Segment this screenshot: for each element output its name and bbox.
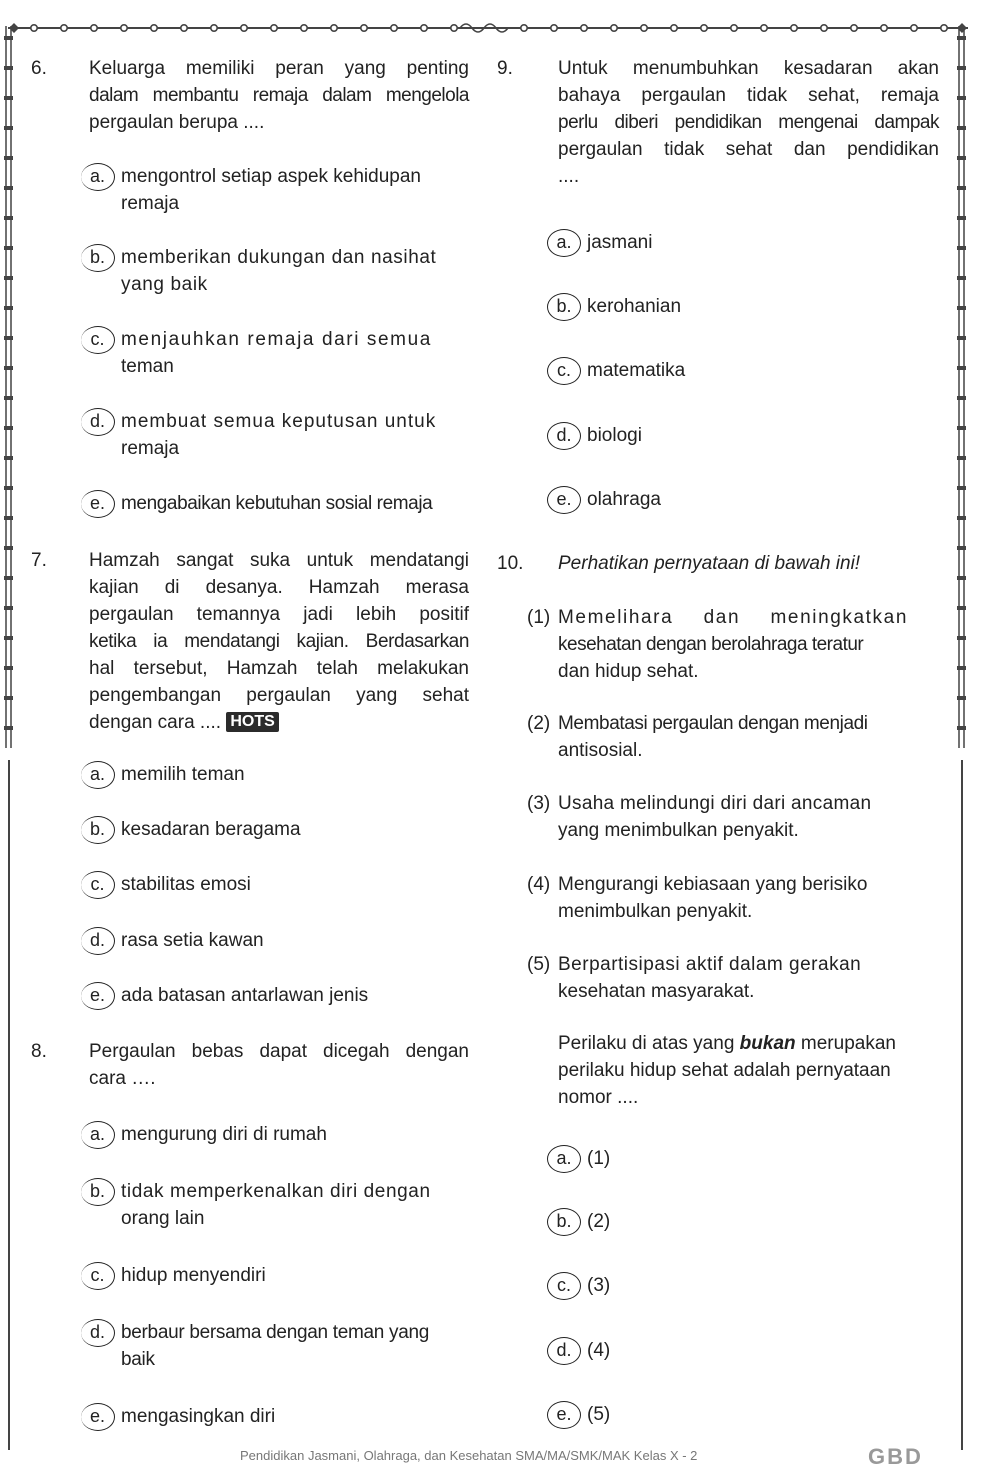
option-letter: a. xyxy=(81,1121,115,1149)
question-number: 8. xyxy=(31,1041,47,1062)
option-line: biologi xyxy=(587,425,642,446)
stem-line: cara …. xyxy=(89,1068,156,1089)
option-line: ada batasan antarlawan jenis xyxy=(121,985,369,1006)
prompt-line xyxy=(558,1030,940,1057)
option-text xyxy=(121,1178,431,1232)
option-letter: e. xyxy=(547,1401,581,1429)
question-8 xyxy=(31,1038,471,1098)
option-line: yang baik xyxy=(121,274,208,295)
option-text xyxy=(121,408,436,462)
right-border-decoration xyxy=(956,26,967,748)
option-line: (2) xyxy=(587,1211,611,1232)
statement-text xyxy=(558,710,908,764)
option-text xyxy=(587,1208,610,1235)
option-line: hidup menyendiri xyxy=(121,1265,266,1286)
option-text xyxy=(587,229,652,256)
option-text xyxy=(587,1401,610,1428)
option-line: (1) xyxy=(587,1148,611,1169)
option-line: jasmani xyxy=(587,232,653,253)
option-letter: a. xyxy=(81,761,115,789)
option-letter: d. xyxy=(81,408,115,436)
option-letter: a. xyxy=(547,1145,581,1173)
option-letter: e. xyxy=(81,982,115,1010)
question-7 xyxy=(31,547,471,747)
statement-text xyxy=(558,951,908,1005)
question-10 xyxy=(497,550,942,580)
option-text xyxy=(121,1319,429,1373)
option-text xyxy=(121,927,264,954)
question-stem xyxy=(89,1038,469,1092)
stem-line: pergaulan tidak sehat dan pendidikan xyxy=(558,139,939,160)
option-line: kesadaran beragama xyxy=(121,819,301,840)
question-9 xyxy=(497,55,942,195)
statement-line: Berpartisipasi aktif dalam gerakan xyxy=(558,954,862,975)
stem-line: pengembangan pergaulan yang sehat xyxy=(89,685,469,706)
stem-line-text: dengan cara .... xyxy=(89,712,222,733)
option-letter: d. xyxy=(547,422,581,450)
statement-line: menimbulkan penyakit. xyxy=(558,901,753,922)
option-line: matematika xyxy=(587,360,686,381)
statement-number: (2) xyxy=(527,713,551,734)
option-line: memilih teman xyxy=(121,764,245,785)
page-footer xyxy=(0,1440,999,1469)
option-line: stabilitas emosi xyxy=(121,874,251,895)
prompt-pre: Perilaku di atas yang xyxy=(558,1033,740,1054)
option-line: mengontrol setiap aspek kehidupan xyxy=(121,166,421,187)
question-stem xyxy=(89,547,469,736)
prompt-line: nomor .... xyxy=(558,1087,639,1108)
left-border-decoration xyxy=(3,26,14,748)
option-text xyxy=(587,357,685,384)
statement-line: Membatasi pergaulan dengan menjadi xyxy=(558,713,868,734)
prompt-bold: bukan xyxy=(739,1033,796,1054)
stem-line: pergaulan berupa .... xyxy=(89,112,265,133)
stem-line xyxy=(89,709,469,736)
option-text xyxy=(121,163,421,217)
option-text xyxy=(121,1121,327,1148)
stem-line: Keluarga memiliki peran yang penting xyxy=(89,58,469,79)
option-text xyxy=(587,422,642,449)
option-text xyxy=(587,293,681,320)
stem-line: perlu diberi pendidikan mengenai dampak xyxy=(558,112,939,133)
prompt-post: merupakan xyxy=(795,1033,896,1054)
statement-line: kesehatan masyarakat. xyxy=(558,981,755,1002)
option-text xyxy=(121,1403,275,1430)
option-letter: d. xyxy=(81,927,115,955)
option-text xyxy=(587,1337,610,1364)
statement-line: Mengurangi kebiasaan yang berisiko xyxy=(558,874,868,895)
stem-line: hal tersebut, Hamzah telah melakukan xyxy=(89,658,469,679)
option-text xyxy=(121,982,368,1009)
option-line: menjauhkan remaja dari semua xyxy=(121,329,432,350)
statement-line: dan hidup sehat. xyxy=(558,661,699,682)
option-letter: b. xyxy=(81,816,115,844)
option-line: olahraga xyxy=(587,489,661,510)
option-text xyxy=(121,1262,266,1289)
option-line: mengurung diri di rumah xyxy=(121,1124,327,1145)
option-text xyxy=(121,490,432,517)
question-number: 10. xyxy=(497,553,524,574)
option-letter: c. xyxy=(547,1272,581,1300)
option-line: baik xyxy=(121,1349,155,1370)
option-letter: a. xyxy=(81,163,115,191)
top-border-decoration xyxy=(8,22,968,34)
option-text xyxy=(587,1145,610,1172)
option-letter: b. xyxy=(547,293,581,321)
statement-number: (1) xyxy=(527,607,551,628)
question-stem xyxy=(89,55,469,136)
statement-line: kesehatan dengan berolahraga teratur xyxy=(558,634,864,655)
stem-line: ketika ia mendatangi kajian. Berdasarkan xyxy=(89,631,469,652)
hots-badge: HOTS xyxy=(226,712,278,732)
option-letter: a. xyxy=(547,229,581,257)
option-text xyxy=(587,486,661,513)
option-letter: b. xyxy=(81,1178,115,1206)
option-letter: e. xyxy=(547,486,581,514)
option-text xyxy=(121,244,436,298)
question-stem xyxy=(558,55,939,190)
stem-line: Untuk menumbuhkan kesadaran akan xyxy=(558,58,939,79)
option-line: remaja xyxy=(121,193,180,214)
option-line: berbaur bersama dengan teman yang xyxy=(121,1322,430,1343)
statement-line: antisosial. xyxy=(558,740,643,761)
option-line: memberikan dukungan dan nasihat xyxy=(121,247,437,268)
question-stem: Perhatikan pernyataan di bawah ini! xyxy=(558,553,861,574)
statement-number: (3) xyxy=(527,793,551,814)
option-line: tidak memperkenalkan diri dengan xyxy=(121,1181,431,1202)
option-line: kerohanian xyxy=(587,296,682,317)
option-letter: e. xyxy=(81,1403,115,1431)
option-letter: c. xyxy=(81,1262,115,1290)
stem-line: .... xyxy=(558,166,580,187)
statement-text xyxy=(558,604,908,685)
option-letter: d. xyxy=(81,1319,115,1347)
option-letter: c. xyxy=(81,871,115,899)
option-text xyxy=(121,761,245,788)
statement-line: Usaha melindungi diri dari ancaman xyxy=(558,793,872,814)
option-letter: d. xyxy=(547,1337,581,1365)
option-line: mengabaikan kebutuhan sosial remaja xyxy=(121,493,433,514)
option-line: membuat semua keputusan untuk xyxy=(121,411,437,432)
statement-text xyxy=(558,871,908,925)
prompt-line: perilaku hidup sehat adalah pernyataan xyxy=(558,1060,891,1081)
statement-line: yang menimbulkan penyakit. xyxy=(558,820,799,841)
stem-line: Pergaulan bebas dapat dicegah dengan xyxy=(89,1041,469,1062)
option-line: remaja xyxy=(121,438,180,459)
option-letter: c. xyxy=(81,326,115,354)
stem-line: pergaulan temannya jadi lebih positif xyxy=(89,604,469,625)
stem-line: Hamzah sangat suka untuk mendatangi xyxy=(89,550,469,571)
option-text xyxy=(121,816,301,843)
option-line: (3) xyxy=(587,1275,611,1296)
right-border-line xyxy=(961,760,963,1450)
option-line: (4) xyxy=(587,1340,611,1361)
question-number: 7. xyxy=(31,550,47,571)
option-text xyxy=(587,1272,610,1299)
option-letter: c. xyxy=(547,357,581,385)
stem-line: dalam membantu remaja dalam mengelola xyxy=(89,85,469,106)
option-text xyxy=(121,871,251,898)
question-number: 6. xyxy=(31,58,47,79)
publisher-logo: GBD xyxy=(868,1444,923,1469)
statement-number: (5) xyxy=(527,954,551,975)
stem-line: bahaya pergaulan tidak sehat, remaja xyxy=(558,85,939,106)
option-text xyxy=(121,326,432,380)
question-10-prompt xyxy=(558,1030,940,1120)
statement-line: Memelihara dan meningkatkan xyxy=(558,607,908,628)
statement-text xyxy=(558,790,908,844)
option-line: (5) xyxy=(587,1404,611,1425)
option-line: teman xyxy=(121,356,174,377)
option-line: rasa setia kawan xyxy=(121,930,264,951)
stem-line: kajian di desanya. Hamzah merasa xyxy=(89,577,469,598)
option-letter: b. xyxy=(547,1208,581,1236)
option-letter: b. xyxy=(81,244,115,272)
statement-number: (4) xyxy=(527,874,551,895)
option-line: orang lain xyxy=(121,1208,205,1229)
option-letter: e. xyxy=(81,490,115,518)
option-line: mengasingkan diri xyxy=(121,1406,276,1427)
footer-title: Pendidikan Jasmani, Olahraga, dan Kesehatan SMA/MA/SMK/MAK Kelas X - 2 xyxy=(240,1448,698,1463)
left-border-line xyxy=(8,760,10,1450)
question-number: 9. xyxy=(497,58,513,79)
